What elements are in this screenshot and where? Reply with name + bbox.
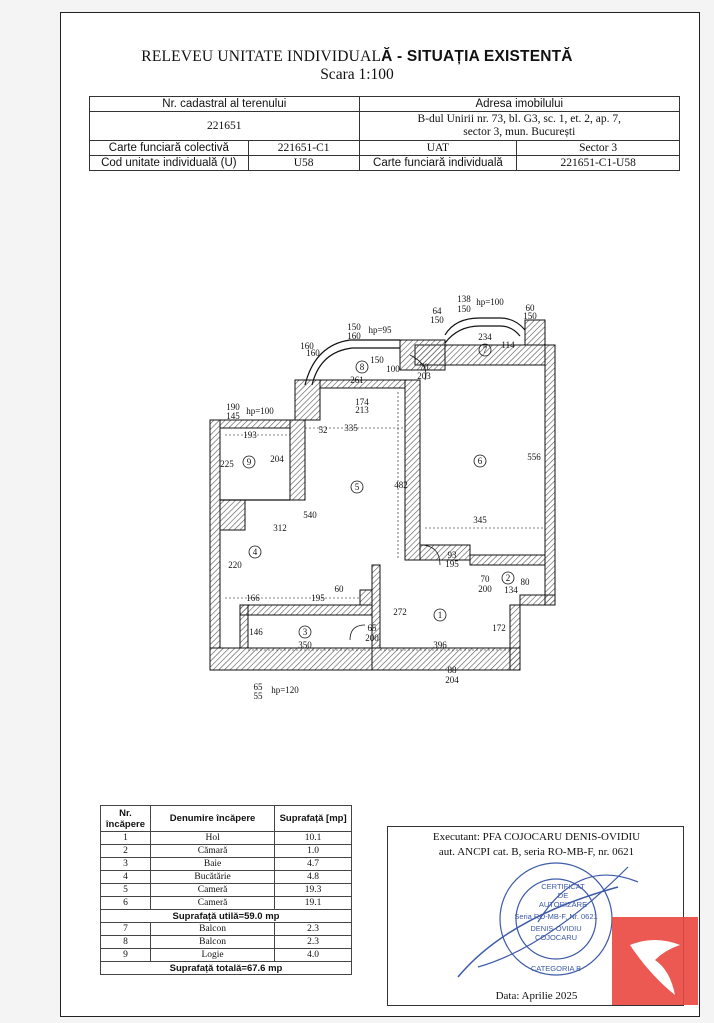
table-row: 5 Cameră 19.3 <box>101 884 352 897</box>
svg-text:AUTORIZARE: AUTORIZARE <box>538 900 588 909</box>
document-title: RELEVEU UNITATE INDIVIDUALĂ - SITUAȚIA EXISTENTĂ <box>141 48 573 65</box>
total-area: Suprafață totală=67.6 mp <box>101 962 352 975</box>
svg-text:200: 200 <box>478 584 492 594</box>
svg-text:1: 1 <box>437 610 443 620</box>
svg-text:482: 482 <box>394 480 408 490</box>
svg-text:150: 150 <box>347 322 361 332</box>
svg-text:150: 150 <box>370 355 384 365</box>
svg-text:172: 172 <box>492 623 506 633</box>
svg-text:80: 80 <box>520 577 530 587</box>
svg-text:203: 203 <box>417 371 431 381</box>
svg-text:60: 60 <box>525 303 535 313</box>
svg-text:65: 65 <box>367 623 377 633</box>
svg-text:2: 2 <box>505 573 511 583</box>
svg-text:190: 190 <box>226 402 240 412</box>
svg-text:DENIS-OVIDIU: DENIS-OVIDIU <box>530 924 582 933</box>
svg-text:345: 345 <box>473 515 487 525</box>
svg-text:4: 4 <box>252 547 258 557</box>
col-area-header: Suprafață [mp] <box>275 806 352 832</box>
svg-text:204: 204 <box>445 675 459 685</box>
brand-logo <box>610 915 700 1007</box>
svg-text:52: 52 <box>318 425 328 435</box>
col-name-header: Denumire încăpere <box>150 806 274 832</box>
svg-text:234: 234 <box>478 332 492 342</box>
svg-text:65: 65 <box>253 682 263 692</box>
svg-text:COJOCARU: COJOCARU <box>534 933 578 942</box>
svg-text:88: 88 <box>447 665 457 675</box>
svg-text:150: 150 <box>523 311 537 321</box>
authorization-number: aut. ANCPI cat. B, seria RO-MB-F, nr. 0621 <box>438 846 635 858</box>
svg-text:114: 114 <box>501 340 515 350</box>
svg-text:225: 225 <box>220 459 234 469</box>
svg-text:195: 195 <box>311 593 325 603</box>
col-nr-header: Nr. încăpere <box>101 806 151 832</box>
svg-text:DE: DE <box>557 891 569 900</box>
address-header: Adresa imobilului <box>359 97 679 112</box>
svg-text:540: 540 <box>303 510 317 520</box>
svg-text:CATEGORIA B: CATEGORIA B <box>530 964 582 973</box>
table-row: 2 Cămară 1.0 <box>101 845 352 858</box>
svg-text:9: 9 <box>246 457 252 467</box>
svg-text:6: 6 <box>477 456 483 466</box>
svg-text:5: 5 <box>354 482 360 492</box>
table-row: 4 Bucătărie 4.8 <box>101 871 352 884</box>
document-date: Data: Aprilie 2025 <box>495 990 578 1002</box>
svg-text:193: 193 <box>243 430 257 440</box>
svg-text:93: 93 <box>447 550 457 560</box>
svg-text:70: 70 <box>419 362 429 372</box>
svg-text:150: 150 <box>430 315 444 325</box>
svg-text:146: 146 <box>249 627 263 637</box>
uat-label: UAT <box>359 141 517 156</box>
table-row: 3 Baie 4.7 <box>101 858 352 871</box>
svg-text:134: 134 <box>504 585 518 595</box>
unit-code-label: Cod unitate individuală (U) <box>90 156 249 171</box>
svg-text:hp=95: hp=95 <box>368 325 392 335</box>
svg-text:hp=100: hp=100 <box>246 406 274 416</box>
table-row: 9 Logie 4.0 <box>101 949 352 962</box>
svg-text:100: 100 <box>386 364 400 374</box>
svg-text:350: 350 <box>298 640 312 650</box>
executant-name: Executant: PFA COJOCARU DENIS-OVIDIU <box>432 831 641 843</box>
svg-text:CERTIFICAT: CERTIFICAT <box>541 882 585 891</box>
svg-text:160: 160 <box>306 348 320 358</box>
svg-text:200: 200 <box>365 633 379 643</box>
svg-text:160: 160 <box>347 331 361 341</box>
cf-individual-value: 221651-C1-U58 <box>517 156 680 171</box>
svg-text:272: 272 <box>393 607 407 617</box>
usable-area-total: Suprafață utilă=59.0 mp <box>101 910 352 923</box>
svg-text:3: 3 <box>302 627 308 637</box>
svg-text:220: 220 <box>228 560 242 570</box>
svg-text:396: 396 <box>433 640 447 650</box>
svg-text:160: 160 <box>300 341 314 351</box>
svg-text:55: 55 <box>253 691 263 701</box>
svg-text:150: 150 <box>457 304 471 314</box>
svg-text:335: 335 <box>344 423 358 433</box>
svg-text:60: 60 <box>334 584 344 594</box>
svg-text:213: 213 <box>355 405 369 415</box>
cf-collective-value: 221651-C1 <box>248 141 359 156</box>
svg-text:261: 261 <box>350 375 364 385</box>
svg-text:204: 204 <box>270 454 284 464</box>
uat-value: Sector 3 <box>517 141 680 156</box>
table-row: 7 Balcon 2.3 <box>101 923 352 936</box>
table-row: 8 Balcon 2.3 <box>101 936 352 949</box>
svg-text:70: 70 <box>480 574 490 584</box>
svg-text:Seria RO-MB-F, Nr. 0621: Seria RO-MB-F, Nr. 0621 <box>514 912 598 921</box>
svg-text:556: 556 <box>527 452 541 462</box>
cf-collective-label: Carte funciară colectivă <box>90 141 249 156</box>
walls <box>210 320 555 670</box>
svg-text:7: 7 <box>482 345 488 355</box>
svg-text:166: 166 <box>246 593 260 603</box>
svg-text:hp=120: hp=120 <box>271 685 299 695</box>
svg-text:hp=100: hp=100 <box>476 297 504 307</box>
svg-text:145: 145 <box>226 411 240 421</box>
table-row: 6 Cameră 19.1 <box>101 897 352 910</box>
cadastral-header: Nr. cadastral al terenului <box>90 97 360 112</box>
svg-text:138: 138 <box>457 294 471 304</box>
cadastral-number: 221651 <box>90 112 360 141</box>
svg-text:8: 8 <box>359 362 365 372</box>
scale-label: Scara 1:100 <box>320 66 394 83</box>
svg-text:174: 174 <box>355 397 369 407</box>
svg-text:195: 195 <box>445 559 459 569</box>
svg-text:312: 312 <box>273 523 287 533</box>
table-row: 1 Hol 10.1 <box>101 832 352 845</box>
unit-code-value: U58 <box>248 156 359 171</box>
svg-text:64: 64 <box>432 306 442 316</box>
cf-individual-label: Carte funciară individuală <box>359 156 517 171</box>
rooms-table <box>100 805 352 975</box>
address-value: B-dul Unirii nr. 73, bl. G3, sc. 1, et. 2, ap. 7, sector 3, mun. București <box>359 112 679 141</box>
